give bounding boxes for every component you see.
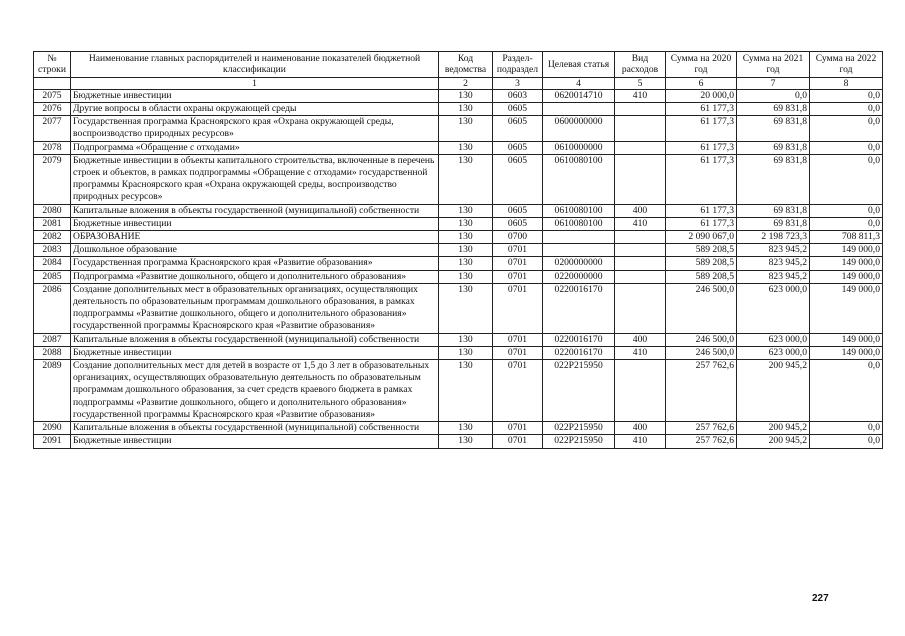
expense-type-cell [615,257,666,270]
amount-2020-cell: 257 762,6 [666,435,737,448]
expense-type-cell [615,103,666,116]
department-code-cell: 130 [439,333,493,346]
column-number-6: 5 [615,77,666,89]
target-article-cell: 0610000000 [543,141,615,154]
target-article-header: Целевая статья [543,52,615,78]
department-code-cell: 130 [439,204,493,217]
table-row [34,116,883,141]
amount-2021-cell: 823 945,2 [737,270,810,283]
table-row [34,231,883,244]
expense-type-cell: 400 [615,333,666,346]
item-name-cell: Бюджетные инвестиции [71,346,439,359]
amount-2022-header: Сумма на 2022 год [810,52,883,78]
amount-2020-cell: 246 500,0 [666,283,737,333]
table-row [34,360,883,422]
target-article-cell [543,244,615,257]
item-name-cell: Государственная программа Красноярского края «Охрана окружающей среды, воспроизводство природных ресурсов» [71,116,439,141]
section-code-cell: 0701 [493,244,543,257]
expense-type-cell: 400 [615,422,666,435]
amount-2021-cell: 2 198 723,3 [737,231,810,244]
amount-2022-cell: 149 000,0 [810,270,883,283]
amount-2022-cell: 149 000,0 [810,244,883,257]
section-code-cell: 0700 [493,231,543,244]
row-number-cell: 2082 [34,231,71,244]
amount-2021-cell: 623 000,0 [737,283,810,333]
row-number-cell: 2087 [34,333,71,346]
expense-type-header: Вид расходов [615,52,666,78]
amount-2022-cell: 0,0 [810,435,883,448]
amount-2020-cell: 61 177,3 [666,141,737,154]
table-row [34,435,883,448]
amount-2021-cell: 823 945,2 [737,257,810,270]
table-row [34,270,883,283]
amount-2022-cell: 0,0 [810,204,883,217]
section-code-cell: 0701 [493,346,543,359]
expense-type-cell: 410 [615,435,666,448]
row-number-cell: 2089 [34,360,71,422]
amount-2020-cell: 257 762,6 [666,422,737,435]
amount-2020-cell: 257 762,6 [666,360,737,422]
section-code-cell: 0605 [493,204,543,217]
section-code-cell: 0605 [493,103,543,116]
row-number-cell: 2075 [34,89,71,102]
column-number-3: 2 [439,77,493,89]
department-code-cell: 130 [439,257,493,270]
section-code-cell: 0605 [493,217,543,230]
amount-2020-cell: 61 177,3 [666,204,737,217]
column-number-8: 7 [737,77,810,89]
column-number-9: 8 [810,77,883,89]
budget-table [33,51,883,449]
row-number-cell: 2084 [34,257,71,270]
amount-2020-cell: 589 208,5 [666,257,737,270]
section-header: Раздел-подраздел [493,52,543,78]
column-number-7: 6 [666,77,737,89]
department-code-header: Код ведомства [439,52,493,78]
amount-2022-cell: 0,0 [810,103,883,116]
item-name-cell: Бюджетные инвестиции в объекты капитального строительства, включенные в перечень строек и объектов, в рамках подпрограммы «Обращение с отходами» государственной программы Красноярского края «Охрана окружающей среды, воспроизводство природных ресурсов» [71,154,439,204]
expense-type-cell [615,116,666,141]
section-code-cell: 0605 [493,116,543,141]
amount-2021-cell: 623 000,0 [737,346,810,359]
amount-2021-cell: 200 945,2 [737,360,810,422]
section-code-cell: 0701 [493,283,543,333]
expense-type-cell: 410 [615,217,666,230]
amount-2021-cell: 200 945,2 [737,435,810,448]
amount-2022-cell: 0,0 [810,116,883,141]
expense-type-cell [615,360,666,422]
section-code-cell: 0701 [493,270,543,283]
department-code-cell: 130 [439,346,493,359]
table-row [34,154,883,204]
row-number-header: № строки [34,52,71,78]
amount-2022-cell: 708 811,3 [810,231,883,244]
amount-2022-cell: 149 000,0 [810,333,883,346]
department-code-cell: 130 [439,270,493,283]
row-number-cell: 2076 [34,103,71,116]
amount-2022-cell: 0,0 [810,89,883,102]
header-row [34,52,883,78]
amount-2021-cell: 200 945,2 [737,422,810,435]
section-code-cell: 0701 [493,257,543,270]
amount-2022-cell: 149 000,0 [810,346,883,359]
department-code-cell: 130 [439,231,493,244]
column-number-2: 1 [71,77,439,89]
amount-2020-cell: 61 177,3 [666,116,737,141]
expense-type-cell [615,283,666,333]
department-code-cell: 130 [439,283,493,333]
row-number-cell: 2078 [34,141,71,154]
table-header [34,52,883,90]
amount-2020-cell: 20 000,0 [666,89,737,102]
amount-2022-cell: 0,0 [810,217,883,230]
row-number-cell: 2081 [34,217,71,230]
column-number-row [34,77,883,89]
row-number-cell: 2090 [34,422,71,435]
item-name-cell: Дошкольное образование [71,244,439,257]
table-row [34,257,883,270]
target-article-cell [543,231,615,244]
name-header: Наименование главных распорядителей и наименование показателей бюджетной классификации [71,52,439,78]
target-article-cell [543,103,615,116]
table-row [34,89,883,102]
amount-2021-cell: 69 831,8 [737,103,810,116]
column-number-1 [34,77,71,89]
target-article-cell: 0220016170 [543,283,615,333]
item-name-cell: Другие вопросы в области охраны окружающей среды [71,103,439,116]
target-article-cell: 0220000000 [543,270,615,283]
amount-2022-cell: 0,0 [810,154,883,204]
item-name-cell: Капитальные вложения в объекты государственной (муниципальной) собственности [71,333,439,346]
department-code-cell: 130 [439,103,493,116]
table-row [34,141,883,154]
item-name-cell: ОБРАЗОВАНИЕ [71,231,439,244]
department-code-cell: 130 [439,154,493,204]
expense-type-cell [615,154,666,204]
amount-2021-header: Сумма на 2021 год [737,52,810,78]
department-code-cell: 130 [439,422,493,435]
amount-2021-cell: 69 831,8 [737,217,810,230]
amount-2022-cell: 149 000,0 [810,257,883,270]
amount-2021-cell: 69 831,8 [737,116,810,141]
page-number: 227 [812,593,829,604]
section-code-cell: 0605 [493,154,543,204]
amount-2021-cell: 69 831,8 [737,141,810,154]
section-code-cell: 0605 [493,141,543,154]
table-row [34,217,883,230]
expense-type-cell [615,231,666,244]
section-code-cell: 0701 [493,422,543,435]
amount-2020-cell: 589 208,5 [666,244,737,257]
amount-2022-cell: 0,0 [810,141,883,154]
table-row [34,283,883,333]
target-article-cell: 022P215950 [543,360,615,422]
department-code-cell: 130 [439,244,493,257]
item-name-cell: Бюджетные инвестиции [71,435,439,448]
target-article-cell: 0220016170 [543,333,615,346]
amount-2020-cell: 2 090 067,0 [666,231,737,244]
amount-2021-cell: 623 000,0 [737,333,810,346]
target-article-cell: 0220016170 [543,346,615,359]
row-number-cell: 2091 [34,435,71,448]
row-number-cell: 2080 [34,204,71,217]
amount-2022-cell: 0,0 [810,422,883,435]
item-name-cell: Капитальные вложения в объекты государственной (муниципальной) собственности [71,204,439,217]
section-code-cell: 0701 [493,435,543,448]
target-article-cell: 022P215950 [543,422,615,435]
item-name-cell: Создание дополнительных мест в образовательных организациях, осуществляющих деятельность по образовательным программам дошкольного образования, в рамках подпрограммы «Развитие дошкольного, общего и дополнительного образования» государственной программы Красноярского края «Развитие образования» [71,283,439,333]
expense-type-cell: 410 [615,346,666,359]
row-number-cell: 2088 [34,346,71,359]
target-article-cell: 0620014710 [543,89,615,102]
section-code-cell: 0701 [493,333,543,346]
column-number-5: 4 [543,77,615,89]
expense-type-cell [615,244,666,257]
expense-type-cell [615,270,666,283]
department-code-cell: 130 [439,89,493,102]
amount-2022-cell: 0,0 [810,360,883,422]
section-code-cell: 0701 [493,360,543,422]
amount-2020-header: Сумма на 2020 год [666,52,737,78]
target-article-cell: 0610080100 [543,154,615,204]
amount-2021-cell: 0,0 [737,89,810,102]
table-row [34,346,883,359]
expense-type-cell: 410 [615,89,666,102]
column-number-4: 3 [493,77,543,89]
amount-2021-cell: 69 831,8 [737,154,810,204]
table-row [34,422,883,435]
table-row [34,204,883,217]
amount-2021-cell: 823 945,2 [737,244,810,257]
item-name-cell: Капитальные вложения в объекты государственной (муниципальной) собственности [71,422,439,435]
target-article-cell: 0600000000 [543,116,615,141]
amount-2020-cell: 246 500,0 [666,333,737,346]
amount-2020-cell: 589 208,5 [666,270,737,283]
section-code-cell: 0603 [493,89,543,102]
row-number-cell: 2086 [34,283,71,333]
amount-2021-cell: 69 831,8 [737,204,810,217]
department-code-cell: 130 [439,141,493,154]
amount-2020-cell: 61 177,3 [666,103,737,116]
item-name-cell: Государственная программа Красноярского края «Развитие образования» [71,257,439,270]
row-number-cell: 2083 [34,244,71,257]
amount-2022-cell: 149 000,0 [810,283,883,333]
item-name-cell: Бюджетные инвестиции [71,89,439,102]
amount-2020-cell: 61 177,3 [666,154,737,204]
item-name-cell: Создание дополнительных мест для детей в возрасте от 1,5 до 3 лет в образовательных организациях, осуществляющих образовательную деятельность по образовательным программам дошкольного образования, за счет средств краевого бюджета в рамках подпрограммы «Развитие дошкольного, общего и дополнительного образования» государственной программы Красноярского края «Развитие образования» [71,360,439,422]
table-row [34,333,883,346]
item-name-cell: Бюджетные инвестиции [71,217,439,230]
table-row [34,244,883,257]
item-name-cell: Подпрограмма «Развитие дошкольного, общего и дополнительного образования» [71,270,439,283]
expense-type-cell [615,141,666,154]
amount-2020-cell: 61 177,3 [666,217,737,230]
expense-type-cell: 400 [615,204,666,217]
item-name-cell: Подпрограмма «Обращение с отходами» [71,141,439,154]
department-code-cell: 130 [439,116,493,141]
department-code-cell: 130 [439,435,493,448]
row-number-cell: 2079 [34,154,71,204]
table-row [34,103,883,116]
department-code-cell: 130 [439,217,493,230]
department-code-cell: 130 [439,360,493,422]
row-number-cell: 2085 [34,270,71,283]
target-article-cell: 0610080100 [543,217,615,230]
table-body [34,89,883,448]
amount-2020-cell: 246 500,0 [666,346,737,359]
target-article-cell: 0610080100 [543,204,615,217]
target-article-cell: 0200000000 [543,257,615,270]
row-number-cell: 2077 [34,116,71,141]
target-article-cell: 022P215950 [543,435,615,448]
